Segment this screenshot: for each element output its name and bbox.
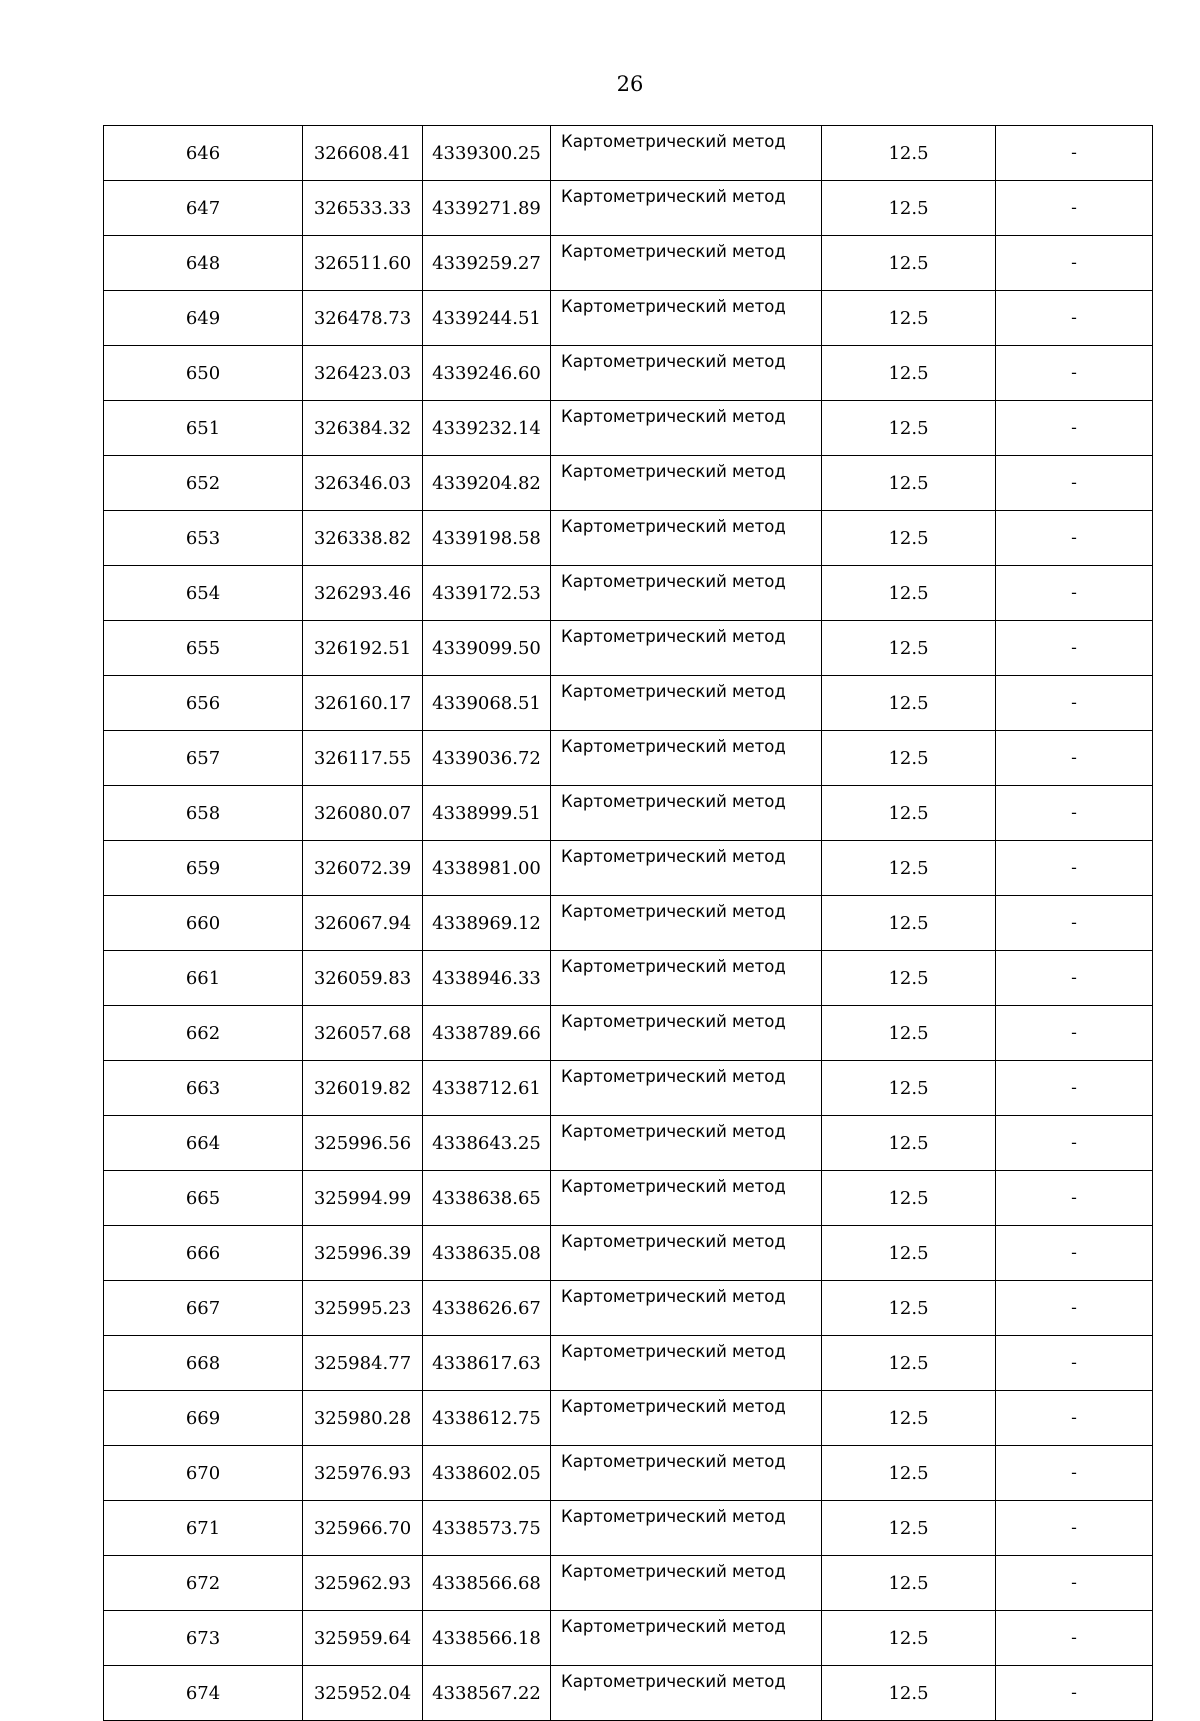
- method-cell: Картометрический метод: [551, 1281, 822, 1336]
- accuracy-cell: 12.5: [822, 1116, 996, 1171]
- note-cell: -: [996, 401, 1153, 456]
- x-coordinate-cell: 325976.93: [303, 1446, 423, 1501]
- method-cell: Картометрический метод: [551, 1556, 822, 1611]
- table-row: [104, 1336, 1153, 1391]
- x-coordinate-cell: 325966.70: [303, 1501, 423, 1556]
- point-number-cell: 661: [104, 951, 303, 1006]
- table-row: [104, 511, 1153, 566]
- x-coordinate-cell: 326192.51: [303, 621, 423, 676]
- accuracy-cell: 12.5: [822, 676, 996, 731]
- table-row: [104, 1666, 1153, 1721]
- method-cell: Картометрический метод: [551, 566, 822, 621]
- x-coordinate-cell: 326384.32: [303, 401, 423, 456]
- method-cell: Картометрический метод: [551, 1446, 822, 1501]
- table-row: [104, 1556, 1153, 1611]
- y-coordinate-cell: 4339244.51: [423, 291, 551, 346]
- point-number-cell: 659: [104, 841, 303, 896]
- table-row: [104, 1116, 1153, 1171]
- point-number-cell: 671: [104, 1501, 303, 1556]
- x-coordinate-cell: 326117.55: [303, 731, 423, 786]
- note-cell: -: [996, 786, 1153, 841]
- y-coordinate-cell: 4338643.25: [423, 1116, 551, 1171]
- accuracy-cell: 12.5: [822, 731, 996, 786]
- y-coordinate-cell: 4338612.75: [423, 1391, 551, 1446]
- table-row: [104, 566, 1153, 621]
- table-row: [104, 1281, 1153, 1336]
- y-coordinate-cell: 4338602.05: [423, 1446, 551, 1501]
- table-row: [104, 291, 1153, 346]
- table-row: [104, 676, 1153, 731]
- point-number-cell: 654: [104, 566, 303, 621]
- method-cell: Картометрический метод: [551, 346, 822, 401]
- x-coordinate-cell: 325995.23: [303, 1281, 423, 1336]
- table-row: [104, 181, 1153, 236]
- method-cell: Картометрический метод: [551, 236, 822, 291]
- note-cell: -: [996, 621, 1153, 676]
- accuracy-cell: 12.5: [822, 511, 996, 566]
- point-number-cell: 668: [104, 1336, 303, 1391]
- point-number-cell: 670: [104, 1446, 303, 1501]
- method-cell: Картометрический метод: [551, 1061, 822, 1116]
- method-cell: Картометрический метод: [551, 1336, 822, 1391]
- method-cell: Картометрический метод: [551, 181, 822, 236]
- x-coordinate-cell: 326346.03: [303, 456, 423, 511]
- y-coordinate-cell: 4339172.53: [423, 566, 551, 621]
- accuracy-cell: 12.5: [822, 291, 996, 346]
- point-number-cell: 658: [104, 786, 303, 841]
- accuracy-cell: 12.5: [822, 1061, 996, 1116]
- method-cell: Картометрический метод: [551, 1116, 822, 1171]
- note-cell: -: [996, 731, 1153, 786]
- y-coordinate-cell: 4338946.33: [423, 951, 551, 1006]
- note-cell: -: [996, 1006, 1153, 1061]
- method-cell: Картометрический метод: [551, 841, 822, 896]
- note-cell: -: [996, 566, 1153, 621]
- y-coordinate-cell: 4339271.89: [423, 181, 551, 236]
- method-cell: Картометрический метод: [551, 676, 822, 731]
- point-number-cell: 648: [104, 236, 303, 291]
- table-row: [104, 1391, 1153, 1446]
- note-cell: -: [996, 1611, 1153, 1666]
- x-coordinate-cell: 325984.77: [303, 1336, 423, 1391]
- page-number: 26: [616, 72, 644, 96]
- point-number-cell: 650: [104, 346, 303, 401]
- accuracy-cell: 12.5: [822, 1226, 996, 1281]
- note-cell: -: [996, 291, 1153, 346]
- method-cell: Картометрический метод: [551, 401, 822, 456]
- x-coordinate-cell: 325952.04: [303, 1666, 423, 1721]
- note-cell: -: [996, 1501, 1153, 1556]
- coordinates-table-body: [104, 126, 1153, 1721]
- x-coordinate-cell: 326423.03: [303, 346, 423, 401]
- x-coordinate-cell: 326160.17: [303, 676, 423, 731]
- accuracy-cell: 12.5: [822, 1501, 996, 1556]
- y-coordinate-cell: 4338635.08: [423, 1226, 551, 1281]
- method-cell: Картометрический метод: [551, 896, 822, 951]
- accuracy-cell: 12.5: [822, 126, 996, 181]
- point-number-cell: 651: [104, 401, 303, 456]
- y-coordinate-cell: 4339036.72: [423, 731, 551, 786]
- table-row: [104, 1171, 1153, 1226]
- table-row: [104, 401, 1153, 456]
- table-row: [104, 1006, 1153, 1061]
- x-coordinate-cell: 325959.64: [303, 1611, 423, 1666]
- point-number-cell: 660: [104, 896, 303, 951]
- table-row: [104, 1446, 1153, 1501]
- y-coordinate-cell: 4339068.51: [423, 676, 551, 731]
- accuracy-cell: 12.5: [822, 1391, 996, 1446]
- y-coordinate-cell: 4338573.75: [423, 1501, 551, 1556]
- point-number-cell: 653: [104, 511, 303, 566]
- point-number-cell: 673: [104, 1611, 303, 1666]
- point-number-cell: 663: [104, 1061, 303, 1116]
- accuracy-cell: 12.5: [822, 236, 996, 291]
- note-cell: -: [996, 841, 1153, 896]
- y-coordinate-cell: 4338638.65: [423, 1171, 551, 1226]
- point-number-cell: 662: [104, 1006, 303, 1061]
- y-coordinate-cell: 4339204.82: [423, 456, 551, 511]
- y-coordinate-cell: 4339232.14: [423, 401, 551, 456]
- y-coordinate-cell: 4338626.67: [423, 1281, 551, 1336]
- method-cell: Картометрический метод: [551, 731, 822, 786]
- method-cell: Картометрический метод: [551, 126, 822, 181]
- x-coordinate-cell: 325980.28: [303, 1391, 423, 1446]
- table-row: [104, 1611, 1153, 1666]
- method-cell: Картометрический метод: [551, 1611, 822, 1666]
- x-coordinate-cell: 326057.68: [303, 1006, 423, 1061]
- accuracy-cell: 12.5: [822, 1336, 996, 1391]
- accuracy-cell: 12.5: [822, 1446, 996, 1501]
- table-row: [104, 1226, 1153, 1281]
- x-coordinate-cell: 325996.39: [303, 1226, 423, 1281]
- table-row: [104, 126, 1153, 181]
- note-cell: -: [996, 1171, 1153, 1226]
- method-cell: Картометрический метод: [551, 1006, 822, 1061]
- table-row: [104, 731, 1153, 786]
- accuracy-cell: 12.5: [822, 1611, 996, 1666]
- accuracy-cell: 12.5: [822, 456, 996, 511]
- x-coordinate-cell: 325996.56: [303, 1116, 423, 1171]
- y-coordinate-cell: 4338567.22: [423, 1666, 551, 1721]
- note-cell: -: [996, 951, 1153, 1006]
- y-coordinate-cell: 4339246.60: [423, 346, 551, 401]
- note-cell: -: [996, 126, 1153, 181]
- x-coordinate-cell: 326338.82: [303, 511, 423, 566]
- note-cell: -: [996, 1116, 1153, 1171]
- y-coordinate-cell: 4339259.27: [423, 236, 551, 291]
- note-cell: -: [996, 1061, 1153, 1116]
- x-coordinate-cell: 326478.73: [303, 291, 423, 346]
- accuracy-cell: 12.5: [822, 896, 996, 951]
- accuracy-cell: 12.5: [822, 621, 996, 676]
- accuracy-cell: 12.5: [822, 1556, 996, 1611]
- point-number-cell: 657: [104, 731, 303, 786]
- note-cell: -: [996, 456, 1153, 511]
- y-coordinate-cell: 4339300.25: [423, 126, 551, 181]
- point-number-cell: 656: [104, 676, 303, 731]
- y-coordinate-cell: 4339099.50: [423, 621, 551, 676]
- point-number-cell: 674: [104, 1666, 303, 1721]
- coordinates-table: [103, 125, 1153, 1721]
- point-number-cell: 667: [104, 1281, 303, 1336]
- y-coordinate-cell: 4338789.66: [423, 1006, 551, 1061]
- table-row: [104, 951, 1153, 1006]
- x-coordinate-cell: 326059.83: [303, 951, 423, 1006]
- x-coordinate-cell: 325962.93: [303, 1556, 423, 1611]
- note-cell: -: [996, 896, 1153, 951]
- note-cell: -: [996, 1446, 1153, 1501]
- point-number-cell: 652: [104, 456, 303, 511]
- method-cell: Картометрический метод: [551, 786, 822, 841]
- method-cell: Картометрический метод: [551, 1226, 822, 1281]
- note-cell: -: [996, 1391, 1153, 1446]
- table-row: [104, 786, 1153, 841]
- method-cell: Картометрический метод: [551, 1391, 822, 1446]
- table-row: [104, 1061, 1153, 1116]
- note-cell: -: [996, 1226, 1153, 1281]
- y-coordinate-cell: 4338617.63: [423, 1336, 551, 1391]
- note-cell: -: [996, 1281, 1153, 1336]
- method-cell: Картометрический метод: [551, 291, 822, 346]
- table-row: [104, 346, 1153, 401]
- method-cell: Картометрический метод: [551, 951, 822, 1006]
- y-coordinate-cell: 4338712.61: [423, 1061, 551, 1116]
- y-coordinate-cell: 4338981.00: [423, 841, 551, 896]
- y-coordinate-cell: 4338999.51: [423, 786, 551, 841]
- method-cell: Картометрический метод: [551, 1666, 822, 1721]
- table-row: [104, 841, 1153, 896]
- table-row: [104, 621, 1153, 676]
- accuracy-cell: 12.5: [822, 566, 996, 621]
- point-number-cell: 655: [104, 621, 303, 676]
- method-cell: Картометрический метод: [551, 621, 822, 676]
- accuracy-cell: 12.5: [822, 1281, 996, 1336]
- note-cell: -: [996, 1336, 1153, 1391]
- accuracy-cell: 12.5: [822, 181, 996, 236]
- accuracy-cell: 12.5: [822, 951, 996, 1006]
- note-cell: -: [996, 676, 1153, 731]
- x-coordinate-cell: 326080.07: [303, 786, 423, 841]
- accuracy-cell: 12.5: [822, 841, 996, 896]
- x-coordinate-cell: 326019.82: [303, 1061, 423, 1116]
- x-coordinate-cell: 326511.60: [303, 236, 423, 291]
- table-row: [104, 896, 1153, 951]
- table-row: [104, 456, 1153, 511]
- accuracy-cell: 12.5: [822, 401, 996, 456]
- x-coordinate-cell: 326072.39: [303, 841, 423, 896]
- point-number-cell: 669: [104, 1391, 303, 1446]
- point-number-cell: 664: [104, 1116, 303, 1171]
- method-cell: Картометрический метод: [551, 511, 822, 566]
- point-number-cell: 647: [104, 181, 303, 236]
- accuracy-cell: 12.5: [822, 1006, 996, 1061]
- note-cell: -: [996, 1666, 1153, 1721]
- y-coordinate-cell: 4338969.12: [423, 896, 551, 951]
- accuracy-cell: 12.5: [822, 346, 996, 401]
- y-coordinate-cell: 4338566.68: [423, 1556, 551, 1611]
- table-row: [104, 236, 1153, 291]
- x-coordinate-cell: 326608.41: [303, 126, 423, 181]
- y-coordinate-cell: 4338566.18: [423, 1611, 551, 1666]
- method-cell: Картометрический метод: [551, 1501, 822, 1556]
- point-number-cell: 665: [104, 1171, 303, 1226]
- note-cell: -: [996, 1556, 1153, 1611]
- point-number-cell: 649: [104, 291, 303, 346]
- x-coordinate-cell: 325994.99: [303, 1171, 423, 1226]
- table-row: [104, 1501, 1153, 1556]
- point-number-cell: 646: [104, 126, 303, 181]
- point-number-cell: 666: [104, 1226, 303, 1281]
- x-coordinate-cell: 326533.33: [303, 181, 423, 236]
- method-cell: Картометрический метод: [551, 1171, 822, 1226]
- method-cell: Картометрический метод: [551, 456, 822, 511]
- x-coordinate-cell: 326067.94: [303, 896, 423, 951]
- accuracy-cell: 12.5: [822, 1171, 996, 1226]
- note-cell: -: [996, 511, 1153, 566]
- y-coordinate-cell: 4339198.58: [423, 511, 551, 566]
- note-cell: -: [996, 236, 1153, 291]
- accuracy-cell: 12.5: [822, 1666, 996, 1721]
- accuracy-cell: 12.5: [822, 786, 996, 841]
- x-coordinate-cell: 326293.46: [303, 566, 423, 621]
- point-number-cell: 672: [104, 1556, 303, 1611]
- note-cell: -: [996, 181, 1153, 236]
- note-cell: -: [996, 346, 1153, 401]
